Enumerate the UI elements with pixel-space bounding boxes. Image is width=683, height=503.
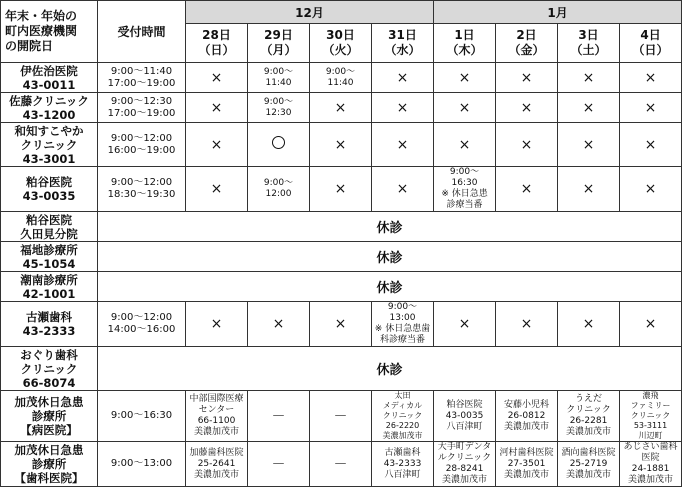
table-header [1, 1, 682, 63]
reception-hours-header: 受付時間 [98, 1, 186, 63]
duty-clinic-cell: うえだ クリニック 26-2281 美濃加茂市 [558, 391, 620, 442]
facility-name-cell: 佐藤クリニック 43-1200 [1, 93, 98, 123]
closed-mark-cell: × [434, 302, 496, 347]
closed-mark-cell: × [558, 63, 620, 93]
closed-mark-cell: × [620, 123, 682, 167]
closed-mark-cell: × [434, 63, 496, 93]
reception-hours-cell: 9:00～12:00 14:00～16:00 [98, 302, 186, 347]
table-row [1, 302, 682, 347]
facility-name-cell: 粕谷医院 久田見分院 [1, 212, 98, 242]
closed-mark-cell: × [186, 123, 248, 167]
no-entry-cell: － [248, 442, 310, 487]
no-entry-cell: － [310, 442, 372, 487]
duty-clinic-cell: 大手町デンタ ルクリニック 28-8241 美濃加茂市 [434, 442, 496, 487]
facility-name-cell: おぐり歯科 クリニック 66-8074 [1, 347, 98, 391]
table-row [1, 347, 682, 391]
facility-name-cell: 加茂休日急患 診療所 【歯科医院】 [1, 442, 98, 487]
closed-mark-cell: × [310, 167, 372, 212]
duty-clinic-cell: 加藤歯科医院 25-2641 美濃加茂市 [186, 442, 248, 487]
duty-clinic-cell: 安藤小児科 26-0812 美濃加茂市 [496, 391, 558, 442]
table-row [1, 272, 682, 302]
open-hours-cell: 9:00～ 16:30 ※ 休日急患 診療当番 [434, 167, 496, 212]
closed-mark-cell: × [186, 302, 248, 347]
reception-hours-cell: 9:00～16:30 [98, 391, 186, 442]
day-header: 29日 （月） [248, 24, 310, 63]
open-hours-cell: 9:00～ 12:30 [248, 93, 310, 123]
facility-name-cell: 伊佐治医院 43-0011 [1, 63, 98, 93]
duty-clinic-cell: 粕谷医院 43-0035 八百津町 [434, 391, 496, 442]
open-hours-cell: 9:00～ 11:40 [248, 63, 310, 93]
table-row [1, 212, 682, 242]
open-circle-icon [272, 136, 285, 149]
closed-mark-cell: × [620, 93, 682, 123]
reception-hours-cell: 9:00～12:00 16:00～19:00 [98, 123, 186, 167]
closed-mark-cell: × [496, 93, 558, 123]
table-corner-title: 年末・年始の 町内医療機関 の開院日 [1, 1, 98, 63]
closed-mark-cell: × [496, 302, 558, 347]
closed-mark-cell: × [186, 63, 248, 93]
facility-name-cell: 福地診療所 45-1054 [1, 242, 98, 272]
table-row [1, 63, 682, 93]
duty-clinic-cell: 中部国際医療 センター 66-1100 美濃加茂市 [186, 391, 248, 442]
closed-mark-cell: × [372, 93, 434, 123]
no-entry-cell: － [310, 391, 372, 442]
no-entry-cell: － [248, 391, 310, 442]
closed-mark-cell: × [310, 123, 372, 167]
reception-hours-cell: 9:00～11:40 17:00～19:00 [98, 63, 186, 93]
open-hours-cell: 9:00～ 12:00 [248, 167, 310, 212]
day-header: 1日 （木） [434, 24, 496, 63]
closed-mark-cell: × [620, 302, 682, 347]
facility-name-cell: 加茂休日急患 診療所 【病医院】 [1, 391, 98, 442]
facility-name-cell: 和知すこやか クリニック 43-3001 [1, 123, 98, 167]
duty-clinic-cell: 河村歯科医院 27-3501 美濃加茂市 [496, 442, 558, 487]
closed-mark-cell: × [620, 167, 682, 212]
open-hours-cell: 9:00～ 13:00 ※ 休日急患歯 科診療当番 [372, 302, 434, 347]
day-header: 30日 （火） [310, 24, 372, 63]
day-header: 28日 （日） [186, 24, 248, 63]
closed-mark-cell: × [186, 167, 248, 212]
day-header: 3日 （土） [558, 24, 620, 63]
table-row [1, 442, 682, 487]
facility-name-cell: 古瀬歯科 43-2333 [1, 302, 98, 347]
closed-mark-cell: × [434, 93, 496, 123]
duty-clinic-cell: あじさい歯科 医院 24-1881 美濃加茂市 [620, 442, 682, 487]
open-hours-cell: 9:00～ 11:40 [310, 63, 372, 93]
closed-mark-cell: × [558, 167, 620, 212]
closed-all-days-cell: 休診 [98, 212, 682, 242]
month-header-december: 12月 [186, 1, 434, 24]
month-header-january: 1月 [434, 1, 682, 24]
closed-mark-cell: × [248, 302, 310, 347]
closed-all-days-cell: 休診 [98, 242, 682, 272]
closed-mark-cell: × [496, 167, 558, 212]
reception-hours-cell: 9:00～12:00 18:30～19:30 [98, 167, 186, 212]
closed-mark-cell: × [372, 123, 434, 167]
closed-mark-cell: × [496, 123, 558, 167]
duty-clinic-cell: 太田 メディカル クリニック 26-2220 美濃加茂市 [372, 391, 434, 442]
table-row [1, 167, 682, 212]
reception-hours-cell: 9:00～13:00 [98, 442, 186, 487]
duty-clinic-cell: 濃飛 ファミリー クリニック 53-3111 川辺町 [620, 391, 682, 442]
table-body [1, 63, 682, 487]
facility-name-cell: 潮南診療所 42-1001 [1, 272, 98, 302]
closed-mark-cell: × [558, 93, 620, 123]
closed-all-days-cell: 休診 [98, 347, 682, 391]
closed-mark-cell: × [434, 123, 496, 167]
table-row [1, 123, 682, 167]
closed-all-days-cell: 休診 [98, 272, 682, 302]
closed-mark-cell: × [496, 63, 558, 93]
table-row [1, 242, 682, 272]
closed-mark-cell: × [558, 302, 620, 347]
reception-hours-cell: 9:00～12:30 17:00～19:00 [98, 93, 186, 123]
table-row [1, 93, 682, 123]
closed-mark-cell: × [372, 167, 434, 212]
closed-mark-cell: × [372, 63, 434, 93]
closed-mark-cell: × [620, 63, 682, 93]
duty-clinic-cell: 酒向歯科医院 25-2719 美濃加茂市 [558, 442, 620, 487]
table-row [1, 391, 682, 442]
closed-mark-cell: × [310, 93, 372, 123]
day-header: 31日 （水） [372, 24, 434, 63]
day-header: 4日 （日） [620, 24, 682, 63]
facility-name-cell: 粕谷医院 43-0035 [1, 167, 98, 212]
closed-mark-cell: × [186, 93, 248, 123]
closed-mark-cell: × [558, 123, 620, 167]
day-header: 2日 （金） [496, 24, 558, 63]
duty-clinic-cell: 古瀬歯科 43-2333 八百津町 [372, 442, 434, 487]
closed-mark-cell: × [310, 302, 372, 347]
open-mark-cell [248, 123, 310, 167]
